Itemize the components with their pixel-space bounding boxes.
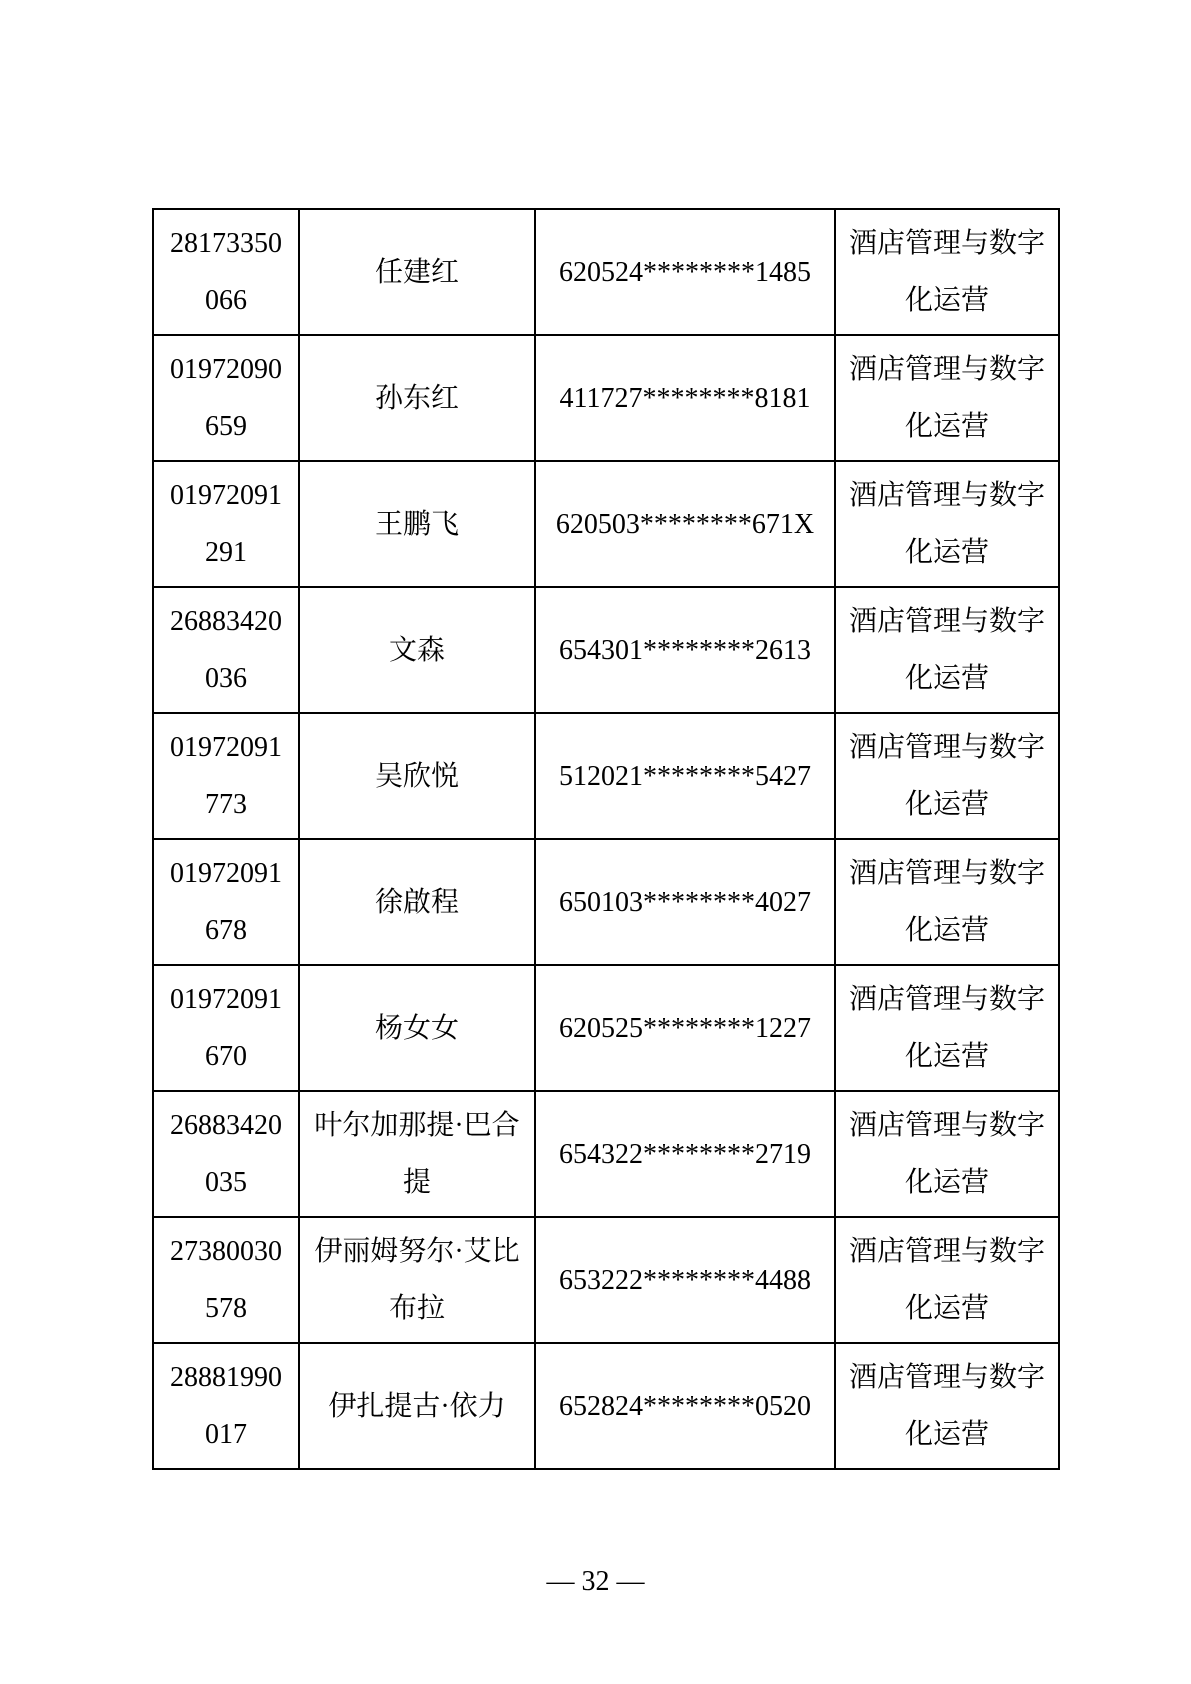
id-number-cell: 620524********1485 [535,209,835,335]
table-row [153,1343,1059,1469]
table-row [153,335,1059,461]
candidate-number-cell: 28173350066 [153,209,299,335]
major-cell: 酒店管理与数字化运营 [835,209,1059,335]
table-row [153,965,1059,1091]
student-name-cell: 伊扎提古·依力 [299,1343,535,1469]
candidate-number-cell: 01972091773 [153,713,299,839]
candidate-number-cell: 26883420036 [153,587,299,713]
table-row [153,713,1059,839]
candidate-number-cell: 27380030578 [153,1217,299,1343]
table-row [153,1217,1059,1343]
student-name-cell: 徐啟程 [299,839,535,965]
table-row [153,587,1059,713]
id-number-cell: 653222********4488 [535,1217,835,1343]
candidate-number-cell: 28881990017 [153,1343,299,1469]
major-cell: 酒店管理与数字化运营 [835,335,1059,461]
id-number-cell: 654322********2719 [535,1091,835,1217]
candidate-number-cell: 01972091291 [153,461,299,587]
table-row [153,461,1059,587]
student-name-cell: 杨女女 [299,965,535,1091]
id-number-cell: 650103********4027 [535,839,835,965]
student-roster-table [152,208,1060,1470]
major-cell: 酒店管理与数字化运营 [835,1091,1059,1217]
major-cell: 酒店管理与数字化运营 [835,461,1059,587]
student-name-cell: 吴欣悦 [299,713,535,839]
table-row [153,839,1059,965]
student-name-cell: 王鹏飞 [299,461,535,587]
major-cell: 酒店管理与数字化运营 [835,713,1059,839]
page-number: — 32 — [546,1566,645,1597]
id-number-cell: 620503********671X [535,461,835,587]
major-cell: 酒店管理与数字化运营 [835,587,1059,713]
candidate-number-cell: 26883420035 [153,1091,299,1217]
candidate-number-cell: 01972091678 [153,839,299,965]
roster-body [153,209,1059,1469]
student-name-cell: 孙东红 [299,335,535,461]
id-number-cell: 620525********1227 [535,965,835,1091]
id-number-cell: 654301********2613 [535,587,835,713]
id-number-cell: 512021********5427 [535,713,835,839]
student-name-cell: 文森 [299,587,535,713]
student-name-cell: 任建红 [299,209,535,335]
candidate-number-cell: 01972090659 [153,335,299,461]
student-name-cell: 叶尔加那提·巴合提 [299,1091,535,1217]
major-cell: 酒店管理与数字化运营 [835,965,1059,1091]
table-row [153,1091,1059,1217]
major-cell: 酒店管理与数字化运营 [835,1217,1059,1343]
id-number-cell: 652824********0520 [535,1343,835,1469]
table-row [153,209,1059,335]
major-cell: 酒店管理与数字化运营 [835,1343,1059,1469]
candidate-number-cell: 01972091670 [153,965,299,1091]
major-cell: 酒店管理与数字化运营 [835,839,1059,965]
student-name-cell: 伊丽姆努尔·艾比布拉 [299,1217,535,1343]
id-number-cell: 411727********8181 [535,335,835,461]
